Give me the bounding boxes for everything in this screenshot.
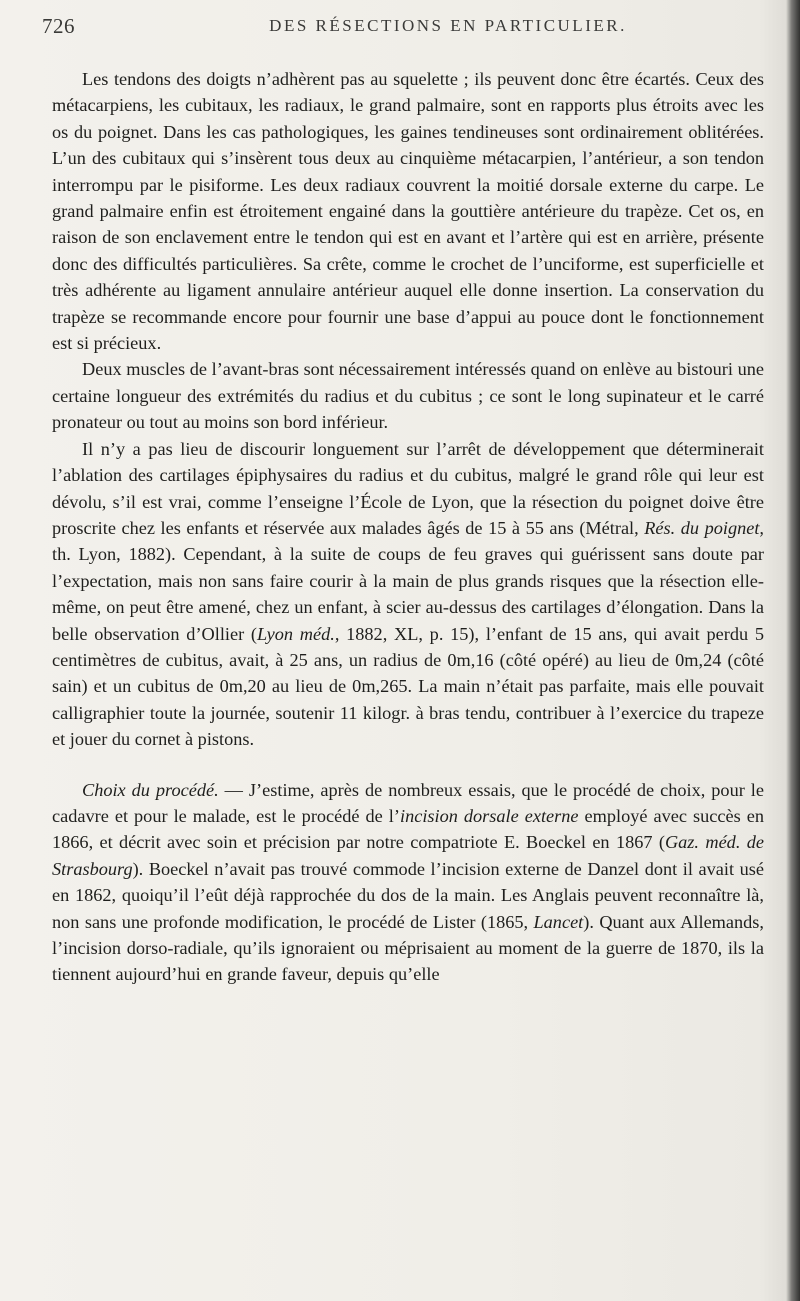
running-head	[42, 14, 762, 44]
paragraph-epiphyseal-cartilages	[52, 436, 764, 753]
procedure-name: incision dorsale externe	[399, 805, 579, 826]
paragraph-choice-of-procedure	[52, 777, 764, 988]
paragraph-text: employé avec succès en 1866, et décrit avec soin et précision par notre compatriote E. Boeckel en 1867 (	[52, 805, 765, 853]
citation-journal: Gaz. méd. de Strasbourg	[52, 832, 765, 879]
body-text	[52, 66, 764, 988]
citation-journal: Lancet	[533, 911, 584, 932]
paragraph-text: Il n’y a pas lieu de discourir longuement sur l’arrêt de développement que déterminerait l’ablation des cartilages épiphysaires du radius et du cubitus, malgré le grand rôle qui leur est dévolu, s’il est vrai, comme l’enseigne l’École de Lyon, que la résection du poignet doive être proscrite chez les enfants et réservée aux malades âgés de 15 à 55 ans (Métral,	[52, 438, 764, 538]
paragraph-text: ). Quant aux Allemands, l’incision dorso-radiale, qu’ils ignoraient ou méprisaient au moment de la guerre de 1870, ils la tiennent aujourd’hui en grande faveur, depuis qu’elle	[52, 911, 764, 985]
paragraph-text: , 1882, XL, p. 15), l’enfant de 15 ans, qui avait perdu 5 centimètres de cubitus, avait, à 25 ans, un radius de 0m,16 (côté opéré) au lieu de 0m,24 (côté sain) et un cubitus de 0m,20 au lieu de 0m,265. La main n’était pas parfaite, mais elle pouvait calligraphier toute la journée, soutenir 11 kilogr. à bras tendu, contribuer à l’exercice du trapeze et jouer du cornet à pistons.	[52, 623, 764, 750]
citation-title: Rés. du poignet,	[644, 517, 764, 538]
paragraph-muscles: Deux muscles de l’avant-bras sont nécessairement intéressés quand on enlève au bistouri une certaine longueur des extrémités du radius et du cubitus ; ce sont le long supinateur et le carré pronateur ou tout au moins son bord inférieur.	[52, 359, 764, 433]
page-edge-shadow	[786, 0, 800, 1301]
paragraph-tendons: Les tendons des doigts n’adhèrent pas au squelette ; ils peuvent donc être écartés. Ceux des métacarpiens, les cubitaux, les radiaux, le grand palmaire, sont en rapports plus étroits avec les os du poignet. Dans les cas pathologiques, les gaines tendineuses sont ordinairement oblitérées. L’un des cubitaux qui s’insèrent tous deux au cinquième métacarpien, l’antérieur, a son tendon interrompu par le pisiforme. Les deux radiaux couvrent la moitié dorsale externe du carpe. Le grand palmaire enfin est étroitement engainé dans la gouttière antérieure du trapèze. Cet os, en raison de son enclavement entre le tendon qui est en avant et l’artère qui est en arrière, présente donc des difficultés particulières. Sa crête, comme le crochet de l’unciforme, est superficielle et très adhérente au ligament annulaire antérieur auquel elle donne insertion. La conservation du trapèze se recommande encore pour fournir une base d’appui au pouce dont le fonctionnement est si précieux.	[52, 69, 764, 354]
subsection-heading: Choix du procédé.	[82, 779, 219, 800]
page-number: 726	[42, 14, 75, 38]
paragraph-text: th. Lyon, 1882). Cependant, à la suite de coups de feu graves qui guérissent sans doute par l’expectation, mais non sans faire courir à la main de plus grands risques que la résection elle-même, on peut être amené, chez un enfant, à scier au-dessus des cartilages d’élongation. Dans la belle observation d’Ollier (	[52, 544, 764, 644]
citation-journal: Lyon méd.	[257, 623, 335, 644]
section-title: DES RÉSECTIONS EN PARTICULIER.	[269, 16, 627, 35]
paragraph-text: — J’estime, après de nombreux essais, que le procédé de choix, pour le cadavre et pour le malade, est le procédé de l’	[52, 779, 764, 826]
paragraph-text: ). Boeckel n’avait pas trouvé commode l’incision externe de Danzel dont il avait usé en 1862, quoiqu’il l’eût déjà rapprochée du dos de la main. Les Anglais peuvent reconnaître là, non sans une profonde modification, le procédé de Lister (1865,	[52, 858, 764, 932]
